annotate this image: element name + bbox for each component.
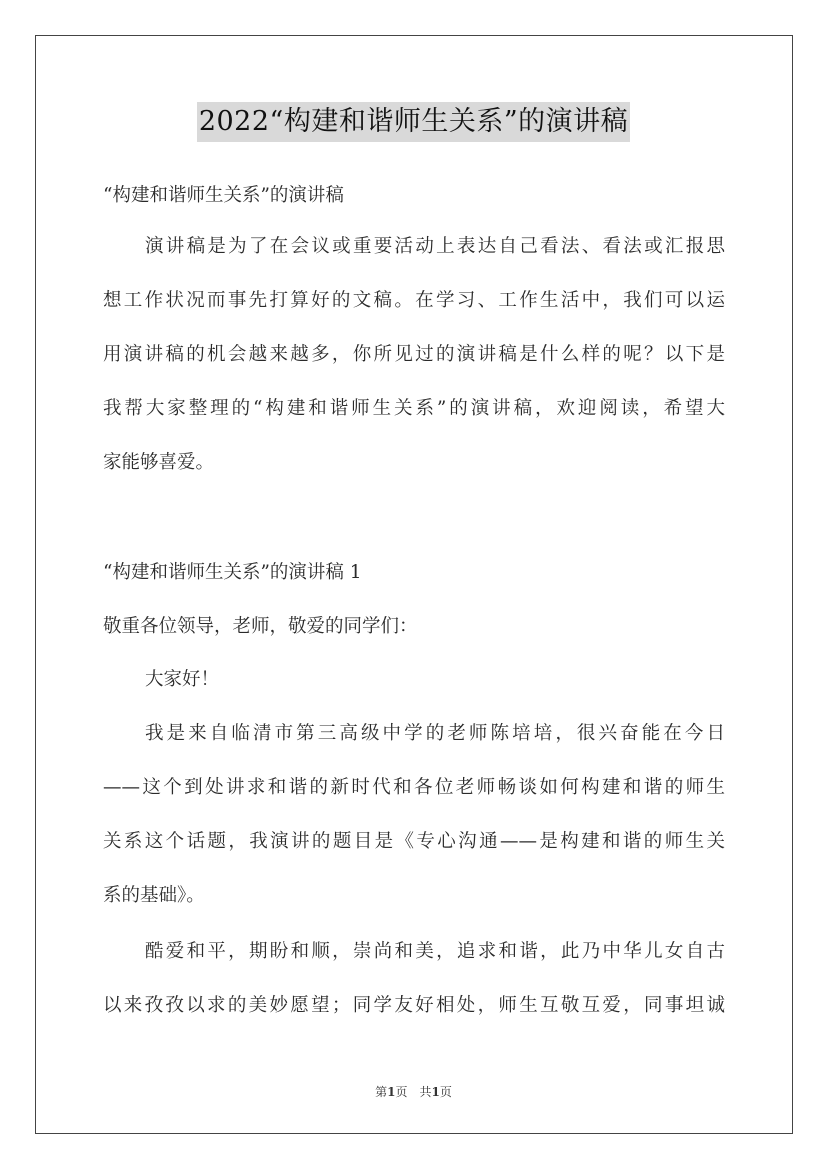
- page-footer: [0, 1083, 827, 1100]
- salutation: 敬重各位领导，老师，敬爱的同学们：: [103, 616, 418, 637]
- footer-mid: 页 共: [395, 1085, 432, 1099]
- paragraph-line: 系的基础》。: [103, 885, 205, 906]
- paragraph-line: 酷爱和平，期盼和顺，崇尚和美，追求和谐，此乃中华儿女自古: [145, 941, 725, 962]
- footer-suffix: 页: [439, 1085, 452, 1099]
- footer-total-pages: 1: [431, 1085, 440, 1099]
- paragraph-line: 关系这个话题，我演讲的题目是《专心沟通——是构建和谐的师生关: [103, 831, 725, 852]
- footer-page-number: 1: [387, 1085, 396, 1099]
- paragraph-line: ——这个到处讲求和谐的新时代和各位老师畅谈如何构建和谐的师生: [103, 777, 725, 798]
- footer-prefix: 第: [375, 1085, 388, 1099]
- subtitle: “构建和谐师生关系”的演讲稿: [103, 185, 344, 206]
- intro-line: 用演讲稿的机会越来越多，你所见过的演讲稿是什么样的呢？以下是: [103, 344, 725, 365]
- intro-line: 家能够喜爱。: [103, 452, 215, 473]
- intro-line: 演讲稿是为了在会议或重要活动上表达自己看法、看法或汇报思: [145, 236, 725, 257]
- intro-line: 想工作状况而事先打算好的文稿。在学习、工作生活中，我们可以运: [103, 290, 725, 311]
- document-title: [0, 102, 827, 142]
- document-title-text: 2022“构建和谐师生关系”的演讲稿: [197, 102, 630, 142]
- greeting: 大家好！: [145, 669, 220, 690]
- intro-line: 我帮大家整理的“构建和谐师生关系”的演讲稿，欢迎阅读，希望大: [103, 398, 725, 419]
- paragraph-line: 以来孜孜以求的美妙愿望；同学友好相处，师生互敬互爱，同事坦诚: [103, 995, 725, 1016]
- paragraph-line: 我是来自临清市第三高级中学的老师陈培培，很兴奋能在今日: [145, 723, 725, 744]
- section-heading: “构建和谐师生关系”的演讲稿 1: [103, 562, 362, 583]
